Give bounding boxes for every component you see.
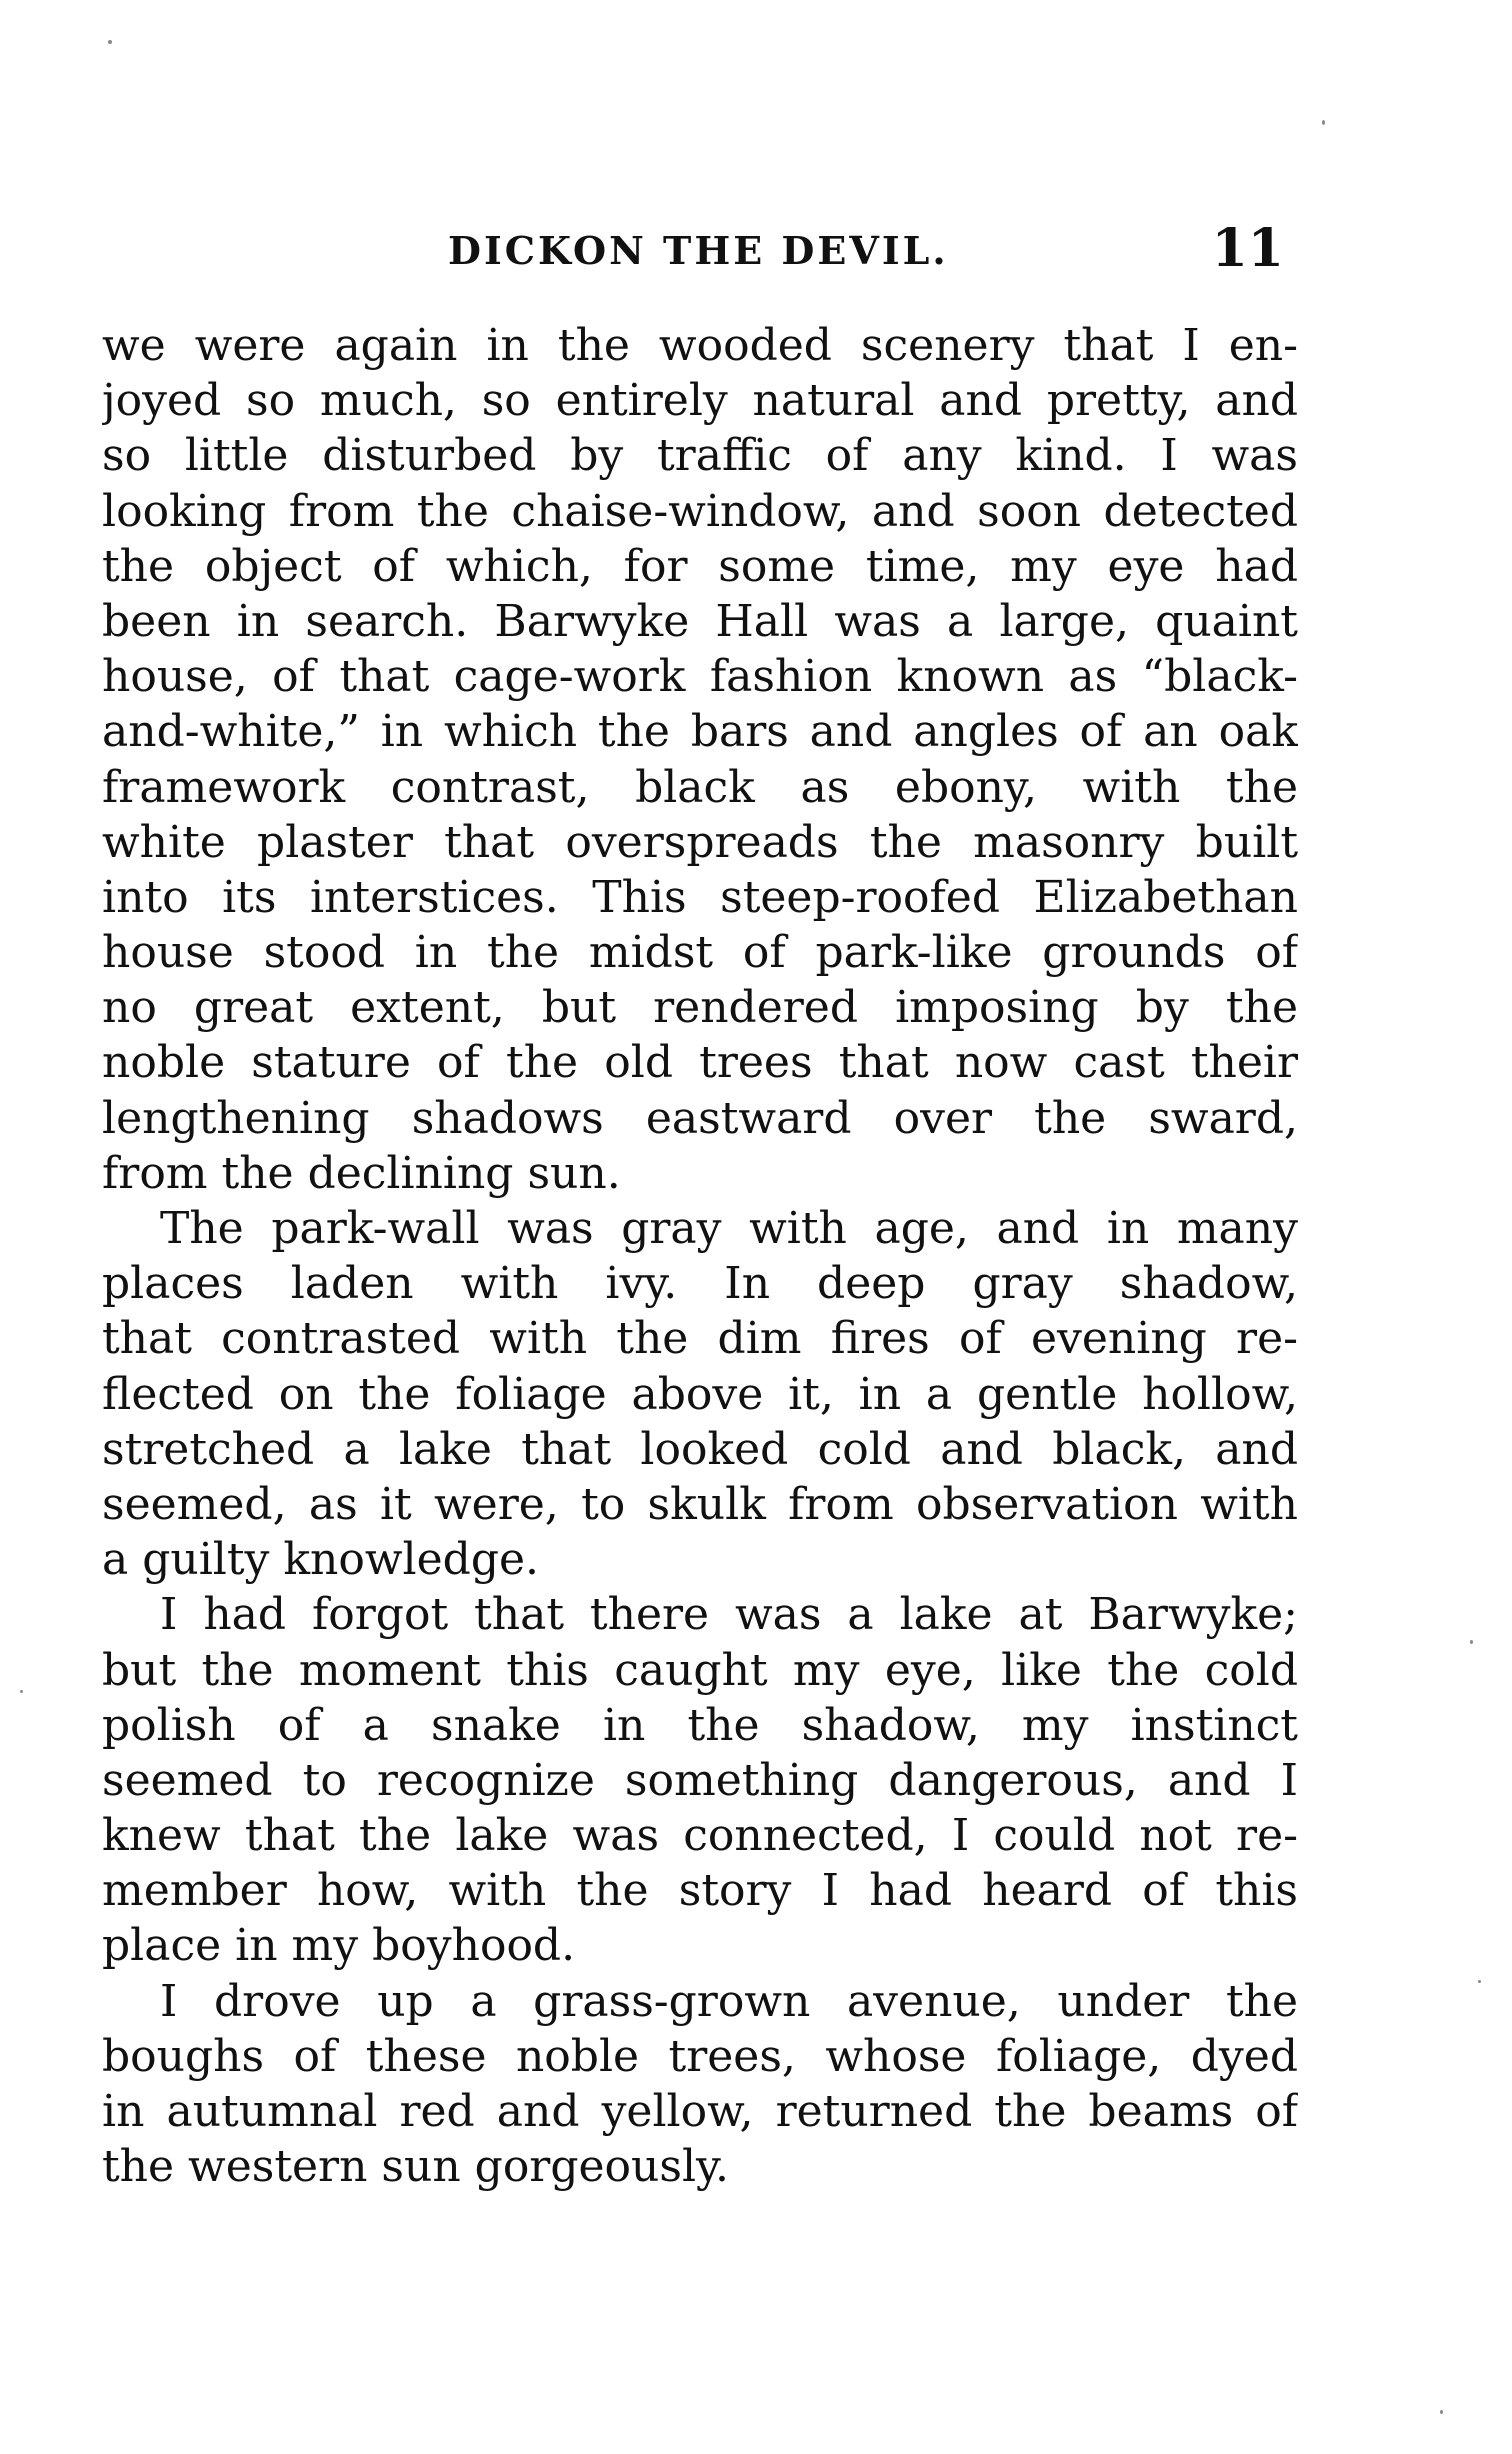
text-line: we were again in the wooded scenery that I en-: [102, 320, 1298, 371]
text-line: so little disturbed by traffic of any kind. I was: [102, 430, 1298, 482]
scan-speck: [1322, 120, 1325, 125]
text-line: white plaster that overspreads the masonry built: [102, 816, 1298, 868]
text-line: been in search. Barwyke Hall was a large, quaint: [102, 595, 1298, 647]
text-line: that contrasted with the dim fires of evening re-: [102, 1313, 1298, 1365]
text-line: but the moment this caught my eye, like the cold: [102, 1644, 1298, 1696]
text-line: in autumnal red and yellow, returned the beams of: [102, 2086, 1298, 2137]
text-line: joyed so much, so entirely natural and pretty, and: [102, 375, 1298, 427]
text-line: house, of that cage-work fashion known as “black-: [102, 651, 1298, 703]
text-line: The park-wall was gray with age, and in many: [160, 1203, 1298, 1254]
text-line: and-white,” in which the bars and angles of an oak: [102, 706, 1298, 758]
text-line: seemed to recognize something dangerous, and I: [102, 1754, 1298, 1806]
scan-speck: [108, 40, 112, 44]
scan-speck: [1440, 2410, 1443, 2414]
text-line: the object of which, for some time, my eye had: [102, 540, 1298, 592]
text-line: looking from the chaise-window, and soon detected: [102, 485, 1298, 537]
text-line: house stood in the midst of park-like grounds of: [102, 927, 1298, 979]
text-line: I had forgot that there was a lake at Barwyke;: [160, 1589, 1298, 1641]
text-line: boughs of these noble trees, whose foliage, dyed: [102, 2030, 1298, 2082]
text-line: polish of a snake in the shadow, my instinct: [102, 1699, 1298, 1751]
text-line: lengthening shadows eastward over the sward,: [102, 1092, 1298, 1144]
running-title: DICKON THE DEVIL.: [448, 228, 949, 273]
text-line: knew that the lake was connected, I could not re-: [102, 1810, 1298, 1862]
text-line: place in my boyhood.: [102, 1920, 576, 1972]
scan-speck: [1470, 1640, 1473, 1644]
text-line: places laden with ivy. In deep gray shadow,: [102, 1258, 1298, 1310]
text-line: into its interstices. This steep-roofed Elizabethan: [102, 871, 1298, 923]
text-line: noble stature of the old trees that now cast their: [102, 1037, 1298, 1089]
text-line: flected on the foliage above it, in a gentle hollow,: [102, 1368, 1298, 1420]
scan-speck: [1478, 1980, 1481, 1983]
text-line: no great extent, but rendered imposing by the: [102, 982, 1298, 1034]
text-line: seemed, as it were, to skulk from observation with: [102, 1478, 1298, 1530]
text-line: a guilty knowledge.: [102, 1534, 540, 1586]
scan-speck: [20, 1690, 23, 1693]
body-text: [102, 318, 1298, 2194]
text-line: framework contrast, black as ebony, with the: [102, 761, 1298, 813]
text-line: member how, with the story I had heard of this: [102, 1865, 1298, 1917]
text-line: from the declining sun.: [102, 1147, 621, 1199]
text-line: I drove up a grass-grown avenue, under the: [160, 1975, 1298, 2027]
text-line: the western sun gorgeously.: [102, 2141, 730, 2193]
running-head: [448, 218, 1284, 278]
text-line: stretched a lake that looked cold and black, and: [102, 1423, 1298, 1475]
page-number: 11: [1211, 218, 1284, 279]
